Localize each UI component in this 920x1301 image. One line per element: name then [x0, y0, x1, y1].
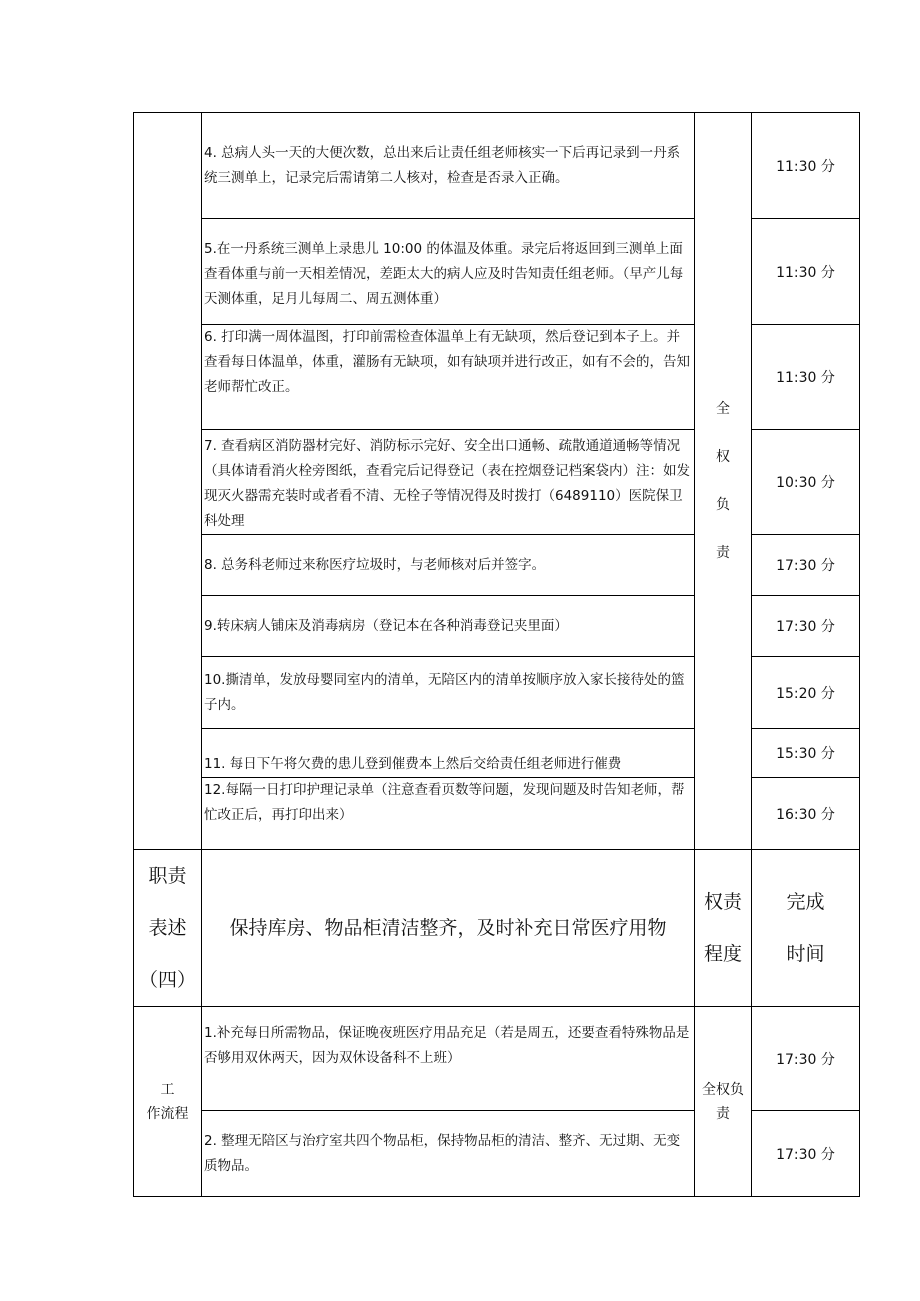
section4-title: 保持库房、物品柜清洁整齐，及时补充日常医疗用物 [202, 850, 695, 1007]
label-line: （四） [138, 969, 196, 991]
task-cell: 11. 每日下午将欠费的患儿登到催费本上然后交给责任组老师进行催费 [202, 729, 695, 778]
process-label-line: 作流程 [146, 1105, 189, 1122]
table-row [134, 219, 860, 325]
task-cell: 10.撕清单，发放母婴同室内的清单，无陪区内的清单按顺序放入家长接待处的篮子内。 [202, 657, 695, 729]
time-cell: 15:30 分 [752, 729, 860, 778]
section4-header-row [134, 850, 860, 1007]
time-cell: 17:30 分 [752, 1007, 860, 1111]
authority-char: 责 [716, 545, 730, 561]
table-row [134, 778, 860, 850]
time-cell: 16:30 分 [752, 778, 860, 850]
task-cell: 6. 打印满一周体温图，打印前需检查体温单上有无缺项，然后登记到本子上。并查看每日体温单，体重，灌肠有无缺项，如有缺项并进行改正，如有不会的，告知老师帮忙改正。 [202, 325, 695, 430]
table-row [134, 430, 860, 535]
task-cell: 9.转床病人铺床及消毒病房（登记本在各种消毒登记夹里面） [202, 596, 695, 657]
task-cell: 1.补充每日所需物品，保证晚夜班医疗用品充足（若是周五，还要查看特殊物品是否够用双休两天，因为双休设备科不上班） [202, 1007, 695, 1111]
table-row [134, 535, 860, 596]
time-cell: 17:30 分 [752, 535, 860, 596]
authority-cell: 全权负责 [695, 1007, 752, 1197]
time-cell: 10:30 分 [752, 430, 860, 535]
section3-label-cell [134, 113, 202, 850]
header-line: 时间 [786, 943, 825, 965]
authority-header [695, 850, 752, 1007]
authority-char: 权 [716, 449, 730, 465]
label-line: 职责 [148, 865, 187, 887]
table-row [134, 729, 860, 778]
section4-label [134, 850, 202, 1007]
process-label [134, 1007, 202, 1197]
task-cell: 4. 总病人头一天的大便次数，总出来后让责任组老师核实一下后再记录到一丹系统三测单上，记录完后需请第二人核对，检查是否录入正确。 [202, 113, 695, 219]
time-header [752, 850, 860, 1007]
time-cell: 11:30 分 [752, 219, 860, 325]
header-line: 完成 [786, 891, 825, 913]
label-line: 表述 [148, 917, 187, 939]
authority-cell [695, 113, 752, 850]
task-cell: 5.在一丹系统三测单上录患儿 10:00 的体温及体重。录完后将返回到三测单上面查看体重与前一天相差情况，差距太大的病人应及时告知责任组老师。（早产儿每天测体重，足月儿每周二、周五测体重） [202, 219, 695, 325]
table-row [134, 325, 860, 430]
process-label-line: 工 [160, 1081, 175, 1098]
time-cell: 17:30 分 [752, 596, 860, 657]
duty-table [133, 112, 860, 1197]
task-cell: 7. 查看病区消防器材完好、消防标示完好、安全出口通畅、疏散通道通畅等情况（具体请看消火栓旁图纸，查看完后记得登记（表在控烟登记档案袋内）注：如发现灭火器需充装时或者看不清、无栓子等情况得及时拨打（6489110）医院保卫科处理 [202, 430, 695, 535]
table-row [134, 657, 860, 729]
authority-char: 负 [716, 497, 730, 513]
task-cell: 8. 总务科老师过来称医疗垃圾时，与老师核对后并签字。 [202, 535, 695, 596]
task-cell: 2. 整理无陪区与治疗室共四个物品柜，保持物品柜的清洁、整齐、无过期、无变质物品。 [202, 1111, 695, 1197]
time-cell: 11:30 分 [752, 325, 860, 430]
task-cell: 12.每隔一日打印护理记录单（注意查看页数等问题，发现问题及时告知老师，帮忙改正后，再打印出来） [202, 778, 695, 850]
header-line: 权责 [703, 891, 742, 913]
table-row [134, 1111, 860, 1197]
table-row [134, 113, 860, 219]
header-line: 程度 [703, 943, 742, 965]
time-cell: 17:30 分 [752, 1111, 860, 1197]
table-row [134, 596, 860, 657]
table-row [134, 1007, 860, 1111]
authority-char: 全 [716, 401, 730, 417]
time-cell: 15:20 分 [752, 657, 860, 729]
time-cell: 11:30 分 [752, 113, 860, 219]
